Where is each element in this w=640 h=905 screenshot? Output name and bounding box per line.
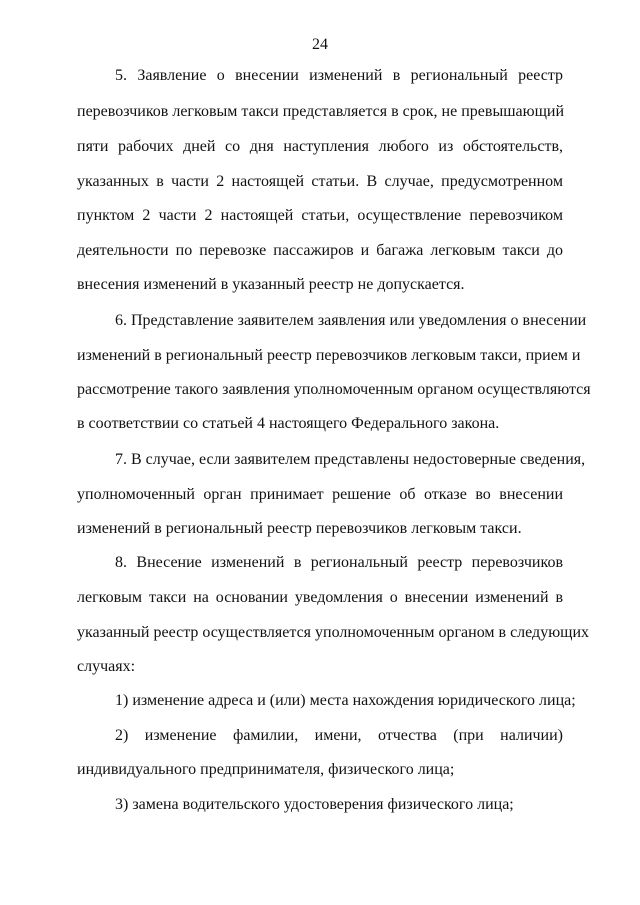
text-line: пяти рабочих дней со дня наступления любого из обстоятельств, (77, 138, 563, 155)
text-line: изменений в региональный реестр перевозчиков легковым такси. (77, 520, 522, 537)
text-line: указанных в части 2 настоящей статьи. В случае, предусмотренном (77, 173, 563, 190)
text-line: внесения изменений в указанный реестр не допускается. (77, 276, 465, 293)
text-line: в соответствии со статьей 4 настоящего Федерального закона. (77, 415, 500, 432)
text-line: деятельности по перевозке пассажиров и багажа легковым такси до (77, 242, 563, 259)
text-line: 2) изменение фамилии, имени, отчества (при наличии) (115, 727, 563, 744)
text-line: случаях: (77, 658, 136, 675)
text-line: 1) изменение адреса и (или) места нахождения юридического лица; (115, 692, 576, 709)
text-line: 8. Внесение изменений в региональный реестр перевозчиков (115, 554, 563, 571)
text-line: 7. В случае, если заявителем представлены недостоверные сведения, (115, 451, 586, 468)
text-line: 3) замена водительского удостоверения физического лица; (115, 796, 514, 813)
text-line: изменений в региональный реестр перевозчиков легковым такси, прием и (77, 347, 581, 364)
text-line: легковым такси на основании уведомления о внесении изменений в (77, 589, 563, 606)
text-line: 5. Заявление о внесении изменений в региональный реестр (115, 67, 563, 84)
text-line: перевозчиков легковым такси представляется в срок, не превышающий (77, 103, 565, 120)
text-line: 6. Представление заявителем заявления или уведомления о внесении (115, 312, 587, 329)
text-line: указанный реестр осуществляется уполномоченным органом в следующих (77, 624, 590, 641)
text-line: рассмотрение такого заявления уполномоченным органом осуществляются (77, 381, 591, 398)
text-line: пунктом 2 части 2 настоящей статьи, осуществление перевозчиком (77, 207, 563, 224)
text-line: уполномоченный орган принимает решение об отказе во внесении (77, 486, 563, 503)
text-line: индивидуального предпринимателя, физического лица; (77, 761, 455, 778)
page-number: 24 (312, 36, 328, 53)
